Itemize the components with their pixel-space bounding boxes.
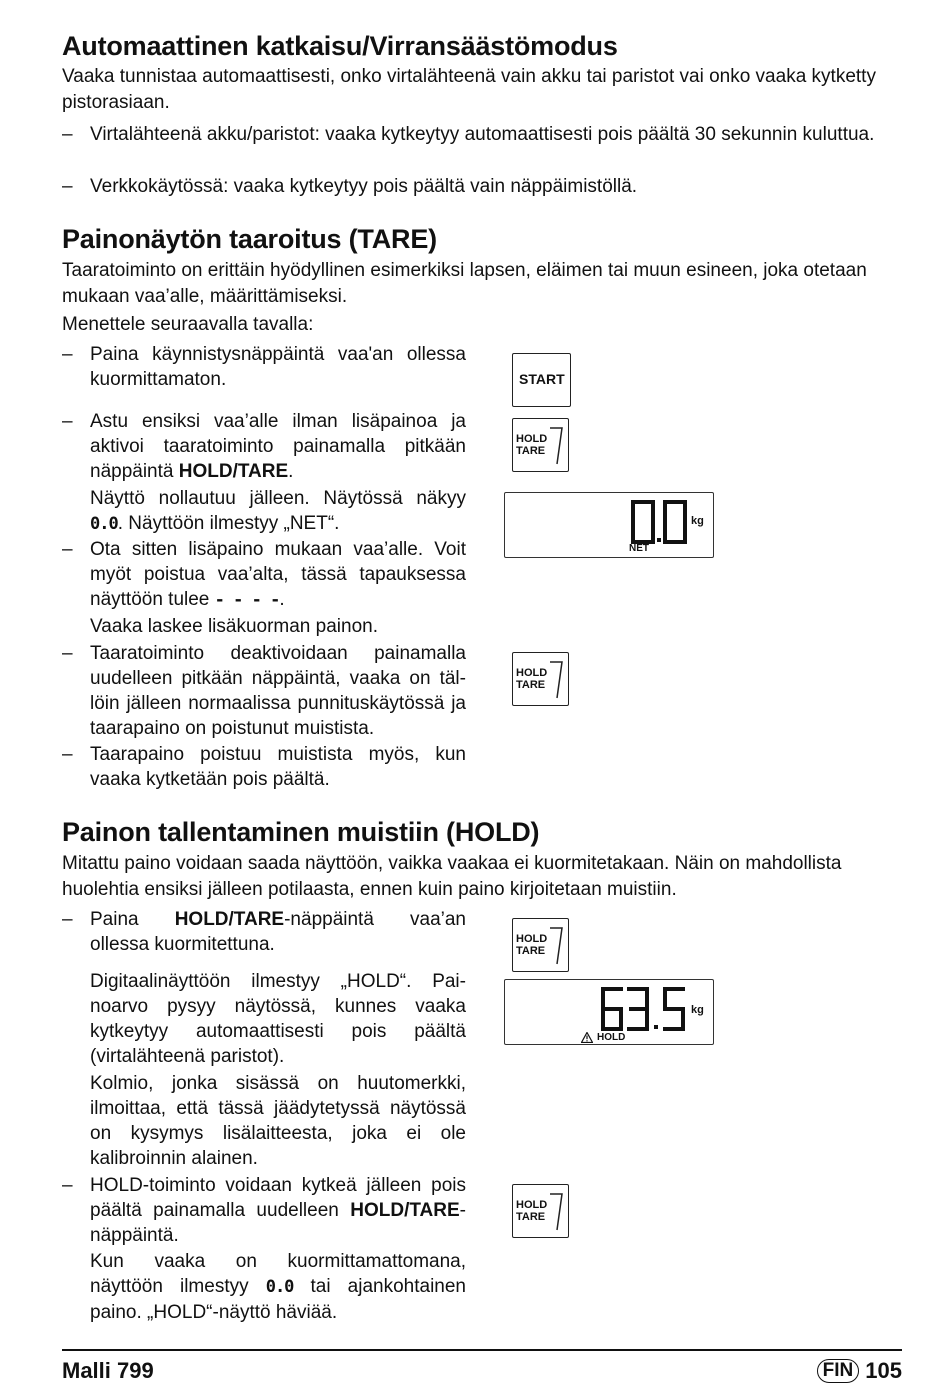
hold-indicator: HOLD bbox=[597, 1032, 626, 1043]
list-item: – Astu ensiksi vaa’alle ilman lisäpainoa ja aktivoi taaratoiminto painamalla pitkään näppäintä HOLD/TARE. bbox=[62, 411, 466, 482]
warning-triangle-icon bbox=[581, 1032, 593, 1043]
page-number: 105 bbox=[865, 1358, 902, 1383]
list-item: – Paina HOLD/TARE-näppäintä vaa’an ollessa kuormitettuna. bbox=[62, 909, 466, 955]
sub-paragraph: Näyttö nollautuu jälleen. Näytössä näkyy 0.0. Näyttöön ilmestyy „NET“. bbox=[90, 488, 466, 534]
heading-tare: Painonäytön taaroitus (TARE) bbox=[62, 224, 437, 254]
heading-auto-off: Automaattinen katkaisu/Virransäästömodus bbox=[62, 31, 618, 61]
lcd-display-hold bbox=[504, 979, 714, 1045]
hold-tare-key-icon: HOLD TARE bbox=[512, 1184, 569, 1238]
triangle-icon bbox=[549, 1193, 563, 1231]
start-key-icon: START bbox=[512, 353, 571, 407]
hold-tare-key-icon: HOLD TARE bbox=[512, 418, 569, 472]
triangle-icon bbox=[549, 427, 563, 465]
model-label: Malli 799 bbox=[62, 1358, 154, 1383]
heading-hold: Painon tallentaminen muistiin (HOLD) bbox=[62, 817, 540, 847]
triangle-icon bbox=[549, 927, 563, 965]
sub-paragraph: Kun vaaka on kuormittamattomana, näyttöön ilmestyy 0.0 tai ajankohtainen paino. „HOLD“-näyttö häviää. bbox=[90, 1251, 466, 1323]
tare-intro2: Menettele seuraavalla tavalla: bbox=[62, 314, 314, 335]
hold-intro: Mitattu paino voidaan saada näyttöön, vaikka vaakaa ei kuormitetakaan. Näin on mahdollista huolehtia ensiksi jälleen potilaasta, ennen kuin paino kirjoitetaan muistiin. bbox=[62, 853, 842, 900]
footer-divider bbox=[62, 1349, 902, 1351]
lcd-digits bbox=[629, 499, 691, 545]
lcd-display-net bbox=[504, 492, 714, 558]
list-item: – Verkkokäytössä: vaaka kytkeytyy pois päältä vain näppäimistöllä. bbox=[62, 176, 638, 197]
triangle-icon bbox=[549, 661, 563, 699]
language-badge: FIN bbox=[817, 1359, 860, 1383]
auto-off-intro: Vaaka tunnistaa automaattisesti, onko virtalähteenä vain akku tai paristot vai onko vaaka kytketty pistorasiaan. bbox=[62, 66, 876, 113]
sub-paragraph: Kolmio, jonka sisässä on huutomerkki, ilmoittaa, että tässä jäädytetyssä näytössä on kysymys lisälaitteesta, joka ei ole kalibroinnin alainen. bbox=[90, 1073, 466, 1169]
list-item: – Taarapaino poistuu muistista myös, kun vaaka kytketään pois päältä. bbox=[62, 744, 466, 790]
list-item: – Ota sitten lisäpaino mukaan vaa’alle. Voit myöt poistua vaa’alta, tässä tapauksessa näyttöön tulee - - - -. bbox=[62, 539, 466, 610]
list-item: – Taaratoiminto deaktivoidaan painamalla uudelleen pitkään näppäintä, vaaka on tällöin jälleen normaalissa punnituskäytössä ja taarapaino on poistunut muistista. bbox=[62, 643, 466, 739]
unit-label: kg bbox=[691, 1004, 704, 1016]
lcd-digits bbox=[599, 986, 691, 1032]
sub-paragraph: Vaaka laskee lisäkuorman painon. bbox=[90, 616, 378, 637]
net-indicator: NET bbox=[629, 543, 649, 554]
page-number-block bbox=[817, 1358, 902, 1384]
hold-tare-key-icon: HOLD TARE bbox=[512, 652, 569, 706]
list-item: – Virtalähteenä akku/paristot: vaaka kytkeytyy automaattisesti pois päältä 30 sekunnin kuluttua. bbox=[62, 124, 875, 145]
sub-paragraph: Digitaalinäyttöön ilmestyy „HOLD“. Painoarvo pysyy näytössä, kunnes vaaka kytkeytyy automaattisesti pois päältä (virtalähteenä paristot). bbox=[90, 971, 466, 1067]
list-item: – Paina käynnistysnäppäintä vaa'an ollessa kuormittamaton. bbox=[62, 344, 466, 390]
tare-intro: Taaratoiminto on erittäin hyödyllinen esimerkiksi lapsen, eläimen tai muun esineen, joka otetaan mukaan vaa’alle, määrittämiseksi. bbox=[62, 260, 867, 307]
hold-tare-key-icon: HOLD TARE bbox=[512, 918, 569, 972]
list-item: – HOLD-toiminto voidaan kytkeä jälleen pois päältä painamalla uudelleen HOLD/TARE-näppäintä. bbox=[62, 1175, 466, 1246]
unit-label: kg bbox=[691, 515, 704, 527]
